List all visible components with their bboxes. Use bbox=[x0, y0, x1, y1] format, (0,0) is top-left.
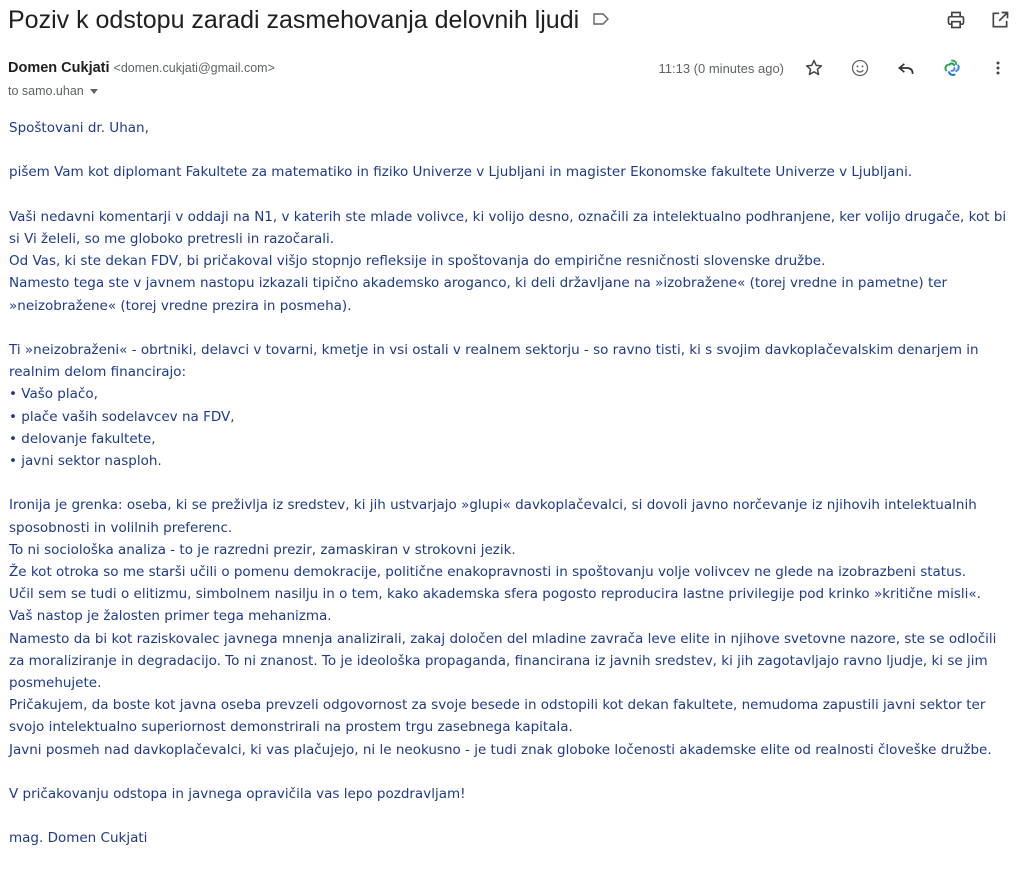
body-paragraph: Od Vas, ki ste dekan FDV, bi pričakoval višjo stopnjo refleksije in spoštovanja do empirične resničnosti slovenske družbe. bbox=[9, 253, 826, 270]
bullet-item: • Vašo plačo, bbox=[9, 386, 98, 403]
bullet-item: • plače vaših sodelavcev na FDV, bbox=[9, 408, 235, 425]
sender-email: <domen.cukjati@gmail.com> bbox=[113, 61, 275, 75]
body-paragraph: Ironija je grenka: oseba, ki se preživlja iz sredstev, ki jih ustvarjajo »glupi« davkoplačevalci, si dovoli javno norčevanje iz njihovih intelektualnih sposobnosti in volilnih preferenc. bbox=[9, 497, 982, 536]
signature: mag. Domen Cukjati bbox=[9, 830, 148, 847]
body-paragraph: Že kot otroka so me starši učili o pomenu demokracije, politične enakopravnosti in spoštovanju volje volivcev ne glede na izobrazbeni status. bbox=[9, 564, 966, 580]
caret-down-icon[interactable] bbox=[90, 89, 98, 94]
body-paragraph: Vaš nastop je žalosten primer tega mehanizma. bbox=[9, 608, 332, 625]
body-paragraph: pišem Vam kot diplomant Fakultete za matematiko in fiziko Univerze v Ljubljani in magister Ekonomske fakultete Univerze v Ljubljani. bbox=[9, 164, 913, 181]
gemini-icon[interactable] bbox=[940, 56, 964, 80]
body-paragraph: Namesto da bi kot raziskovalec javnega mnenja analizirali, zakaj določen del mladine zavrača leve elite in njihove svetovne nazore, ste se odločili za moraliziranje in degradacijo. To ni znanost. To je ideološka propaganda, financirana iz javnih sredstev, ki jih zagotavljajo ravno ljudje, ki se jim posmehujete. bbox=[9, 630, 1001, 692]
email-subject: Poziv k odstopu zaradi zasmehovanja delovnih ljudi bbox=[8, 5, 580, 34]
body-paragraph: Javni posmeh nad davkoplačevalci, ki vas plačujejo, ni le neokusno - je tudi znak globoke ločenosti akademske elite od realnosti človeške družbe. bbox=[9, 741, 992, 758]
timestamp: 11:13 (0 minutes ago) bbox=[658, 60, 784, 76]
bullet-item: • delovanje fakultete, bbox=[9, 430, 156, 447]
body-paragraph: Pričakujem, da boste kot javna oseba prevzeli odgovornost za svoje besede in odstopili kot dekan fakultete, nemudoma zapustili javni sektor ter svojo intelektualno superiornost demonstrirali na prostem trgu zasebnega kapitala. bbox=[9, 697, 990, 736]
print-icon[interactable] bbox=[944, 8, 968, 32]
subject-row bbox=[8, 0, 609, 40]
sender-name[interactable]: Domen Cukjati bbox=[8, 60, 110, 76]
message-actions bbox=[659, 56, 1011, 80]
body-paragraph: Vaši nedavni komentarji v oddaji na N1, v katerih ste mlade volivce, ki volijo desno, označili za intelektualno podhranjene, ker volijo drugače, kot bi si Vi želeli, so me globoko pretresli in razočarali. bbox=[9, 208, 1011, 247]
body-paragraph: Namesto tega ste v javnem nastopu izkazali tipično akademsko aroganco, ki deli državljane na »izobražene« (torej vredne in pametne) ter »neizobražene« (torej vredne prezira in posmeha). bbox=[9, 275, 952, 314]
body-paragraph: Učil sem se tudi o elitizmu, simbolnem nasilju in o tem, kako akademska sfera pogosto reproducira lastne privilegije pod krinko »kritične misli«. bbox=[9, 586, 981, 603]
bullet-item: • javni sektor nasploh. bbox=[9, 453, 162, 469]
reply-icon[interactable] bbox=[894, 56, 918, 80]
email-body bbox=[9, 117, 1014, 850]
greeting: Spoštovani dr. Uhan, bbox=[9, 120, 149, 136]
star-icon[interactable] bbox=[802, 56, 826, 80]
more-vert-icon[interactable] bbox=[986, 56, 1010, 80]
body-paragraph: To ni sociološka analiza - to je razredni prezir, zamaskiran v strokovni jezik. bbox=[9, 541, 516, 558]
recipient-row bbox=[8, 84, 98, 98]
emoji-icon[interactable] bbox=[848, 56, 872, 80]
body-paragraph: Ti »neizobraženi« - obrtniki, delavci v tovarni, kmetje in vsi ostali v realnem sektorju - so ravno tisti, ki s svojim davkoplačevalskim denarjem in realnim delom financirajo: bbox=[9, 341, 983, 381]
top-actions bbox=[944, 8, 1012, 32]
open-new-window-icon[interactable] bbox=[988, 8, 1012, 32]
closing-line: V pričakovanju odstopa in javnega opravičila vas lepo pozdravljam! bbox=[9, 786, 466, 803]
recipient-text: to samo.uhan bbox=[8, 84, 84, 98]
sender-row bbox=[8, 60, 275, 76]
label-icon[interactable] bbox=[593, 12, 609, 29]
